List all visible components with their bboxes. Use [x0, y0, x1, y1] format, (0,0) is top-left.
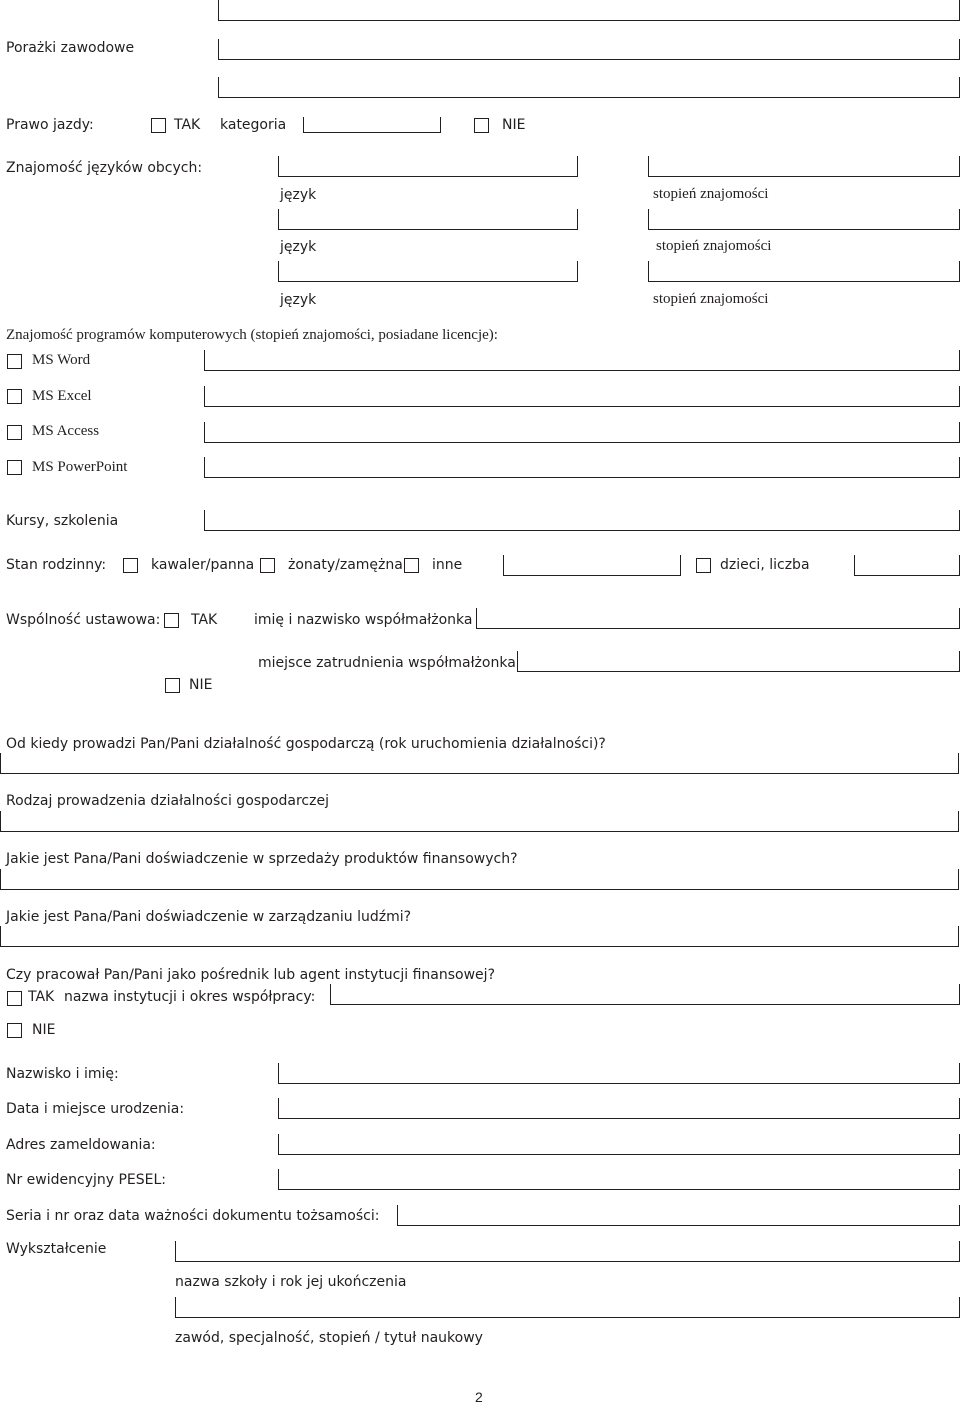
driving-yes-checkbox[interactable] — [151, 118, 166, 133]
failures-field-2[interactable] — [218, 77, 960, 98]
failures-label: Porażki zawodowe — [6, 40, 135, 56]
previous-field-line[interactable] — [218, 0, 960, 21]
software-excel-label: MS Excel — [32, 388, 92, 404]
software-label: Znajomość programów komputerowych (stopień znajomości, posiadane licencje): — [6, 327, 498, 343]
level-label-3: stopień znajomości — [653, 291, 769, 307]
software-powerpoint-checkbox[interactable] — [7, 460, 22, 475]
answer-business-type[interactable] — [0, 811, 959, 832]
driving-label: Prawo jazdy: — [6, 117, 94, 133]
question-start-year: Od kiedy prowadzi Pan/Pani działalność gospodarczą (rok uruchomienia działalności)? — [6, 736, 606, 752]
level-label-1: stopień znajomości — [653, 186, 769, 202]
document-field[interactable] — [397, 1205, 960, 1226]
language-label-2: język — [280, 239, 317, 255]
community-yes-label: TAK — [191, 612, 218, 628]
agent-detail-label: nazwa instytucji i okres współpracy: — [64, 989, 316, 1005]
courses-label: Kursy, szkolenia — [6, 513, 119, 529]
marital-single-label: kawaler/panna — [151, 557, 255, 573]
answer-start-year[interactable] — [0, 753, 959, 774]
page-number: 2 — [475, 1389, 483, 1405]
driving-category-field[interactable] — [303, 117, 441, 133]
surname-label: Nazwisko i imię: — [6, 1066, 119, 1082]
children-label: dzieci, liczba — [720, 557, 810, 573]
languages-label: Znajomość języków obcych: — [6, 160, 203, 176]
question-sales-experience: Jakie jest Pana/Pani doświadczenie w sprzedaży produktów finansowych? — [6, 851, 518, 867]
marital-married-checkbox[interactable] — [260, 558, 275, 573]
marital-label: Stan rodzinny: — [6, 557, 107, 573]
community-no-checkbox[interactable] — [165, 678, 180, 693]
surname-field[interactable] — [278, 1063, 960, 1084]
children-checkbox[interactable] — [696, 558, 711, 573]
software-access-label: MS Access — [32, 423, 100, 439]
community-yes-checkbox[interactable] — [164, 613, 179, 628]
agent-no-label: NIE — [32, 1022, 56, 1038]
software-excel-checkbox[interactable] — [7, 389, 22, 404]
language-label-3: język — [280, 292, 317, 308]
courses-field[interactable] — [204, 510, 960, 531]
document-label: Seria i nr oraz data ważności dokumentu tożsamości: — [6, 1208, 380, 1224]
language-field-1[interactable] — [278, 156, 578, 177]
education-label: Wykształcenie — [6, 1241, 107, 1257]
level-field-2[interactable] — [648, 209, 960, 230]
address-label: Adres zameldowania: — [6, 1137, 156, 1153]
community-label: Wspólność ustawowa: — [6, 612, 161, 628]
agent-no-checkbox[interactable] — [7, 1023, 22, 1038]
driving-no-checkbox[interactable] — [474, 118, 489, 133]
agent-yes-label: TAK — [28, 989, 55, 1005]
software-powerpoint-field[interactable] — [204, 457, 960, 478]
birth-field[interactable] — [278, 1098, 960, 1119]
spouse-name-field[interactable] — [476, 608, 960, 629]
pesel-label: Nr ewidencyjny PESEL: — [6, 1172, 167, 1188]
level-field-1[interactable] — [648, 156, 960, 177]
agent-question: Czy pracował Pan/Pani jako pośrednik lub agent instytucji finansowej? — [6, 967, 495, 983]
software-word-checkbox[interactable] — [7, 354, 22, 369]
level-label-2: stopień znajomości — [656, 238, 772, 254]
agent-yes-checkbox[interactable] — [7, 991, 22, 1006]
education-school-field[interactable] — [175, 1241, 960, 1262]
education-profession-label: zawód, specjalność, stopień / tytuł naukowy — [175, 1330, 483, 1346]
answer-sales-experience[interactable] — [0, 869, 959, 890]
language-label-1: język — [280, 187, 317, 203]
education-profession-field[interactable] — [175, 1297, 960, 1318]
software-powerpoint-label: MS PowerPoint — [32, 459, 128, 475]
driving-category-label: kategoria — [220, 117, 287, 133]
answer-management-experience[interactable] — [0, 926, 959, 947]
software-access-field[interactable] — [204, 422, 960, 443]
marital-other-checkbox[interactable] — [404, 558, 419, 573]
language-field-2[interactable] — [278, 209, 578, 230]
software-access-checkbox[interactable] — [7, 425, 22, 440]
pesel-field[interactable] — [278, 1169, 960, 1190]
marital-single-checkbox[interactable] — [123, 558, 138, 573]
marital-other-field[interactable] — [503, 555, 681, 576]
software-word-label: MS Word — [32, 352, 91, 368]
education-school-label: nazwa szkoły i rok jej ukończenia — [175, 1274, 407, 1290]
birth-label: Data i miejsce urodzenia: — [6, 1101, 185, 1117]
question-management-experience: Jakie jest Pana/Pani doświadczenie w zarządzaniu ludźmi? — [6, 909, 412, 925]
agent-detail-field[interactable] — [330, 984, 960, 1005]
software-excel-field[interactable] — [204, 386, 960, 407]
address-field[interactable] — [278, 1134, 960, 1155]
marital-other-label: inne — [432, 557, 463, 573]
driving-yes-label: TAK — [174, 117, 201, 133]
children-count-field[interactable] — [854, 555, 960, 576]
question-business-type: Rodzaj prowadzenia działalności gospodarczej — [6, 793, 329, 809]
spouse-name-label: imię i nazwisko współmałżonka — [254, 612, 473, 628]
spouse-work-label: miejsce zatrudnienia współmałżonka — [258, 655, 516, 671]
level-field-3[interactable] — [648, 261, 960, 282]
language-field-3[interactable] — [278, 261, 578, 282]
spouse-work-field[interactable] — [517, 651, 960, 672]
driving-no-label: NIE — [502, 117, 526, 133]
community-no-label: NIE — [189, 677, 213, 693]
failures-field[interactable] — [218, 39, 960, 60]
software-word-field[interactable] — [204, 350, 960, 371]
marital-married-label: żonaty/zamężna — [288, 557, 403, 573]
